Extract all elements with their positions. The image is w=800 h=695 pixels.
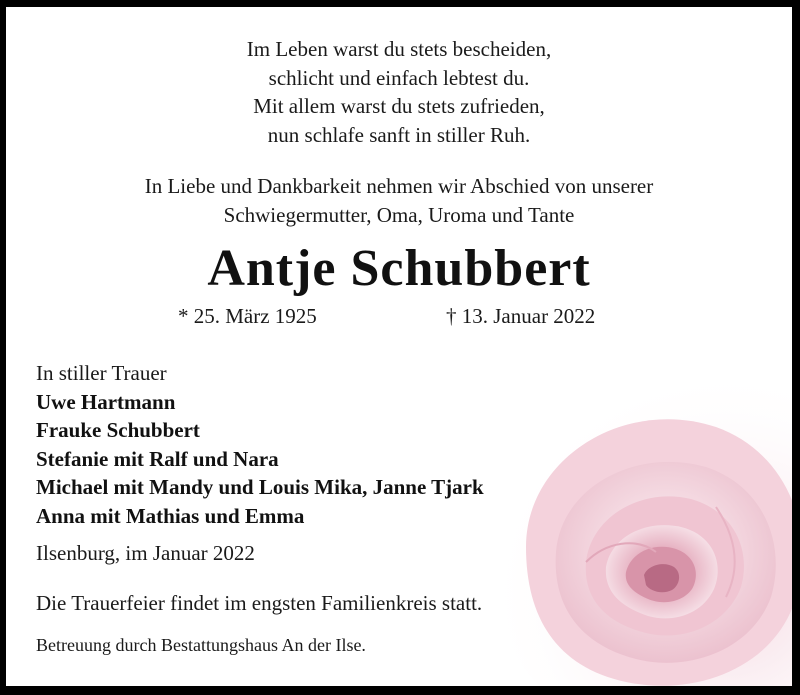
mourner-name: Frauke Schubbert: [36, 418, 200, 442]
intro-line: In Liebe und Dankbarkeit nehmen wir Abschied von unserer: [144, 174, 654, 198]
obituary-card: [6, 7, 792, 686]
mourner-name: Stefanie mit Ralf und Nara: [36, 446, 279, 471]
poem-line: schlicht und einfach lebtest du.: [268, 65, 530, 90]
place-date: Ilsenburg, im Januar 2022: [36, 541, 255, 565]
funeral-note: Die Trauerfeier findet im engsten Familienkreis statt.: [36, 591, 483, 615]
rose-image: [486, 337, 792, 686]
poem-line: Im Leben warst du stets bescheiden,: [246, 37, 552, 61]
poem-line: Mit allem warst du stets zufrieden,: [253, 94, 545, 118]
mourners-intro: In stiller Trauer: [36, 361, 167, 385]
intro-line: Schwiegermutter, Oma, Uroma und Tante: [223, 202, 575, 227]
death-date: † 13. Januar 2022: [446, 304, 596, 328]
birth-date: * 25. März 1925: [178, 304, 317, 328]
mourners-list: [36, 359, 484, 530]
care-note: Betreuung durch Bestattungshaus An der Ilse.: [36, 635, 366, 655]
poem-line: nun schlafe sanft in stiller Ruh.: [267, 122, 531, 147]
poem: [6, 35, 792, 149]
deceased-name: Antje Schubbert: [207, 240, 591, 297]
farewell-intro: [6, 172, 792, 229]
mourner-name: Michael mit Mandy und Louis Mika, Janne Tjark: [36, 475, 484, 499]
mourner-name: Anna mit Mathias und Emma: [36, 503, 305, 528]
mourner-name: Uwe Hartmann: [36, 389, 176, 414]
